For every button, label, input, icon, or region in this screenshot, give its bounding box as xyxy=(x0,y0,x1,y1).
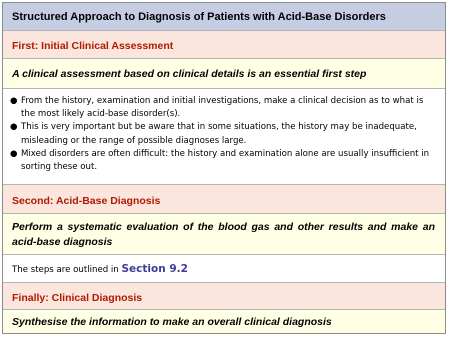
final-step-summary: Synthesise the information to make an overall clinical diagnosis xyxy=(12,316,332,328)
steps-line xyxy=(12,263,188,275)
second-step-header xyxy=(3,185,445,214)
steps-text: The steps are outlined in xyxy=(12,265,122,275)
section-link[interactable]: Section 9.2 xyxy=(121,263,188,275)
first-step-header xyxy=(3,31,445,59)
first-step-summary-row xyxy=(3,59,445,89)
final-step-heading: Finally: Clinical Diagnosis xyxy=(12,292,143,304)
bullet-list xyxy=(3,95,441,174)
bullet-icon: ● xyxy=(10,148,18,159)
list-item: ● This is very important but be aware that in some situations, the history may be inadequate, misleading or the range of possible diagnoses large. xyxy=(10,122,417,146)
second-step-summary: Perform a systematic evaluation of the blood gas and other results and make an acid-base diagnosis xyxy=(12,221,435,248)
second-step-summary-row xyxy=(3,214,445,255)
first-step-details xyxy=(3,89,445,185)
final-step-header xyxy=(3,283,445,310)
final-step-summary-row xyxy=(3,310,445,333)
list-item: ● From the history, examination and initial investigations, make a clinical decision as to what is the most likely acid-base disorder(s). xyxy=(10,96,424,120)
second-step-heading: Second: Acid-Base Diagnosis xyxy=(12,195,161,207)
bullet-icon: ● xyxy=(10,96,18,106)
list-item: ● Mixed disorders are often difficult: the history and examination alone are usually insufficient in sorting these out. xyxy=(10,148,430,173)
diagnosis-table xyxy=(2,2,446,334)
table-title: Structured Approach to Diagnosis of Patients with Acid-Base Disorders xyxy=(12,11,386,23)
second-step-details xyxy=(3,255,445,283)
first-step-summary: A clinical assessment based on clinical details is an essential first step xyxy=(12,68,367,80)
first-step-heading: First: Initial Clinical Assessment xyxy=(12,40,174,52)
table-title-row xyxy=(3,3,445,31)
bullet-icon: ● xyxy=(10,122,18,133)
